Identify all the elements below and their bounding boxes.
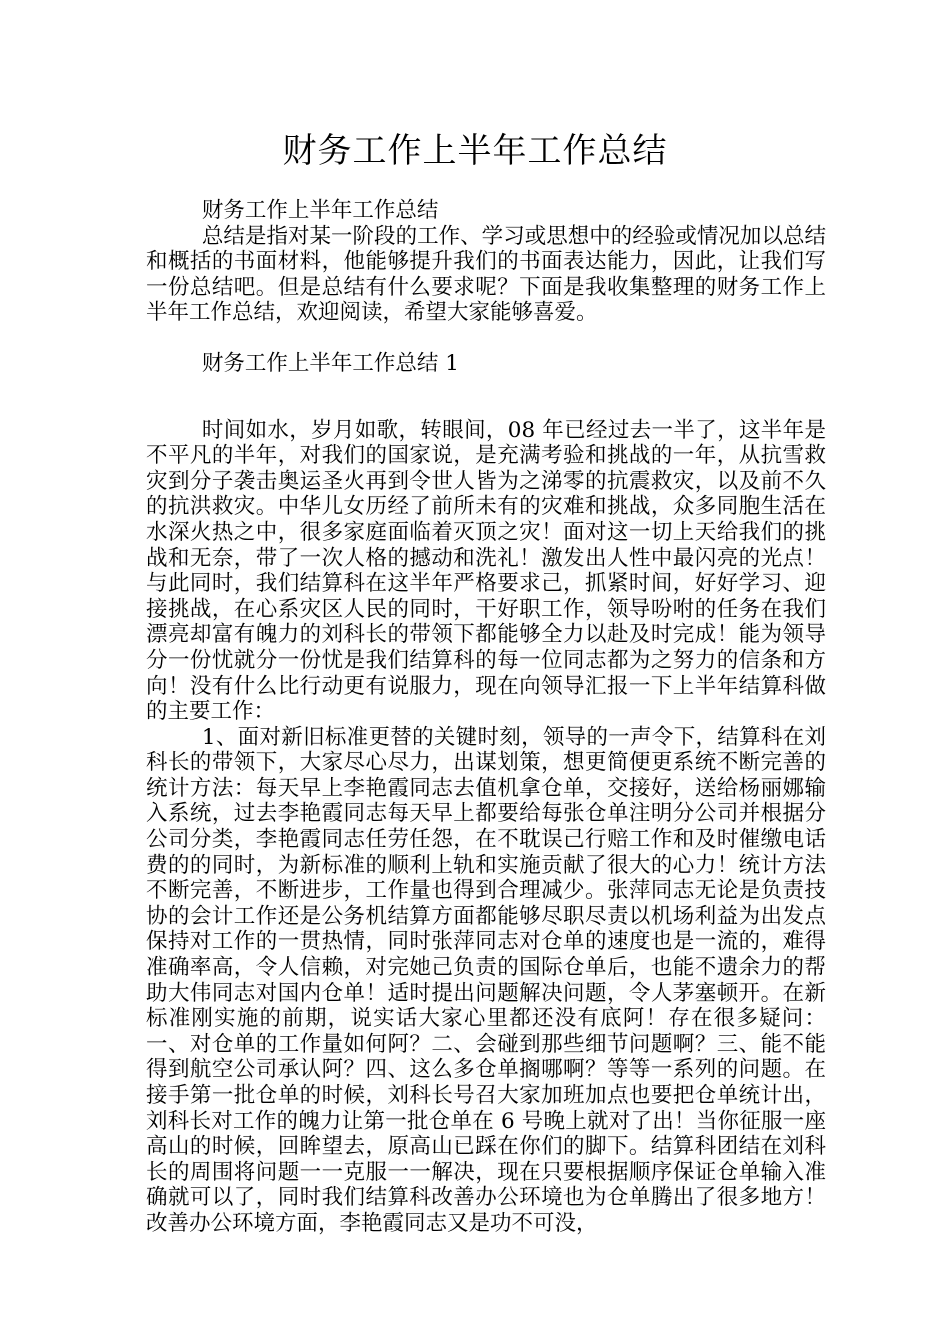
document-body [146, 198, 826, 1237]
spacer [146, 326, 826, 351]
paragraph-body: 时间如水，岁月如歌，转眼间，08 年已经过去一半了，这半年是不平凡的半年，对我们的国家说，是充满考验和挑战的一年，从抗雪救灾到分子袭击奥运圣火再到令世人皆为之涕零的抗震救灾，以及前不久的抗洪救灾。中华儿女历经了前所未有的灾难和挑战，众多同胞生活在水深火热之中，很多家庭面临着灭顶之灾！面对这一切上天给我们的挑战和无奈，带了一次人格的撼动和洗礼！激发出人性中最闪亮的光点！与此同时，我们结算科在这半年严格要求己，抓紧时间，好好学习、迎接挑战，在心系灾区人民的同时，干好职工作，领导吩咐的任务在我们漂亮却富有魄力的刘科长的带领下都能够全力以赴及时完成！能为领导分一份忧就分一份忧是我们结算科的每一位同志都为之努力的信条和方向！没有什么比行动更有说服力，现在向领导汇报一下上半年结算科做的主要工作： [146, 417, 826, 725]
paragraph-subtitle: 财务工作上半年工作总结 [201, 198, 439, 223]
paragraph-intro: 总结是指对某一阶段的工作、学习或思想中的经验或情况加以总结和概括的书面材料，他能够提升我们的书面表达能力，因此，让我们写一份总结吧。但是总结有什么要求呢？下面是我收集整理的财务工作上半年工作总结，欢迎阅读，希望大家能够喜爱。 [146, 223, 826, 326]
spacer [146, 377, 826, 418]
section-heading: 财务工作上半年工作总结 1 [201, 350, 459, 376]
document-title: 财务工作上半年工作总结 [282, 131, 668, 171]
paragraph-body: 1、面对新旧标准更替的关键时刻，领导的一声令下，结算科在刘科长的带领下，大家尽心尽力，出谋划策，想更简便更系统不断完善的统计方法：每天早上李艳霞同志去值机拿仓单，交接好，送给杨丽娜输入系统，过去李艳霞同志每天早上都要给每张仓单注明分公司并根据分公司分类，李艳霞同志任劳任怨，在不耽误己行赔工作和及时催缴电话费的的同时，为新标准的顺利上轨和实施贡献了很大的心力！统计方法不断完善，不断进步，工作量也得到合理减少。张萍同志无论是负责技协的会计工作还是公务机结算方面都能够尽职尽责以机场利益为出发点保持对工作的一贯热情，同时张萍同志对仓单的速度也是一流的，难得准确率高，令人信赖，对完她己负责的国际仓单后，也能不遗余力的帮助大伟同志对国内仓单！适时提出问题解决问题，令人茅塞顿开。在新标准刚实施的前期，说实话大家心里都还没有底阿！存在很多疑问：一、对仓单的工作量如何阿？二、会碰到那些细节问题啊？三、能不能得到航空公司承认阿？四、这么多仓单搁哪啊？等等一系列的问题。在接手第一批仓单的时候，刘科长号召大家加班加点也要把仓单统计出，刘科长对工作的魄力让第一批仓单在 6 号晚上就对了出！当你征服一座高山的时候，回眸望去，原高山已踩在你们的脚下。结算科团结在刘科长的周围将问题一一克服一一解决，现在只要根据顺序保证仓单输入准确就可以了，同时我们结算科改善办公环境也为仓单腾出了很多地方！改善办公环境方面，李艳霞同志又是功不可没， [146, 724, 826, 1236]
